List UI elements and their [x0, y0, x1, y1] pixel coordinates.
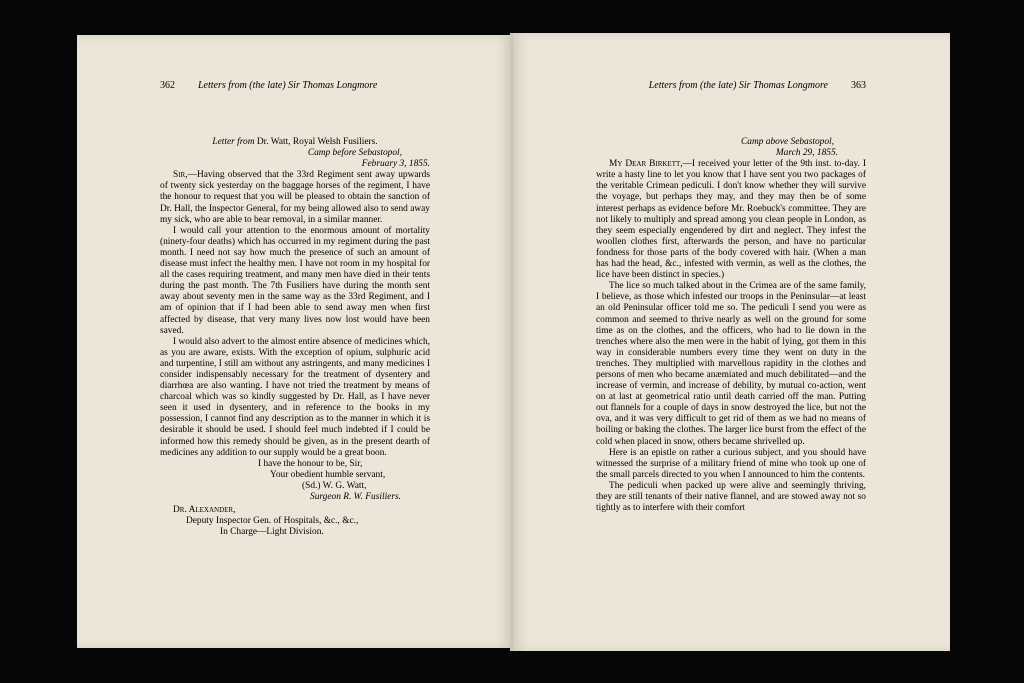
- letter-paragraph: I would also advert to the almost entire absence of medicines which, as you are aware, exists. With the exception of opium, sulphuric acid and turpentine, I still am without any astringents, and many medicines I consider indispensably necessary for the treatment of dysentery and diarrhœa are also wanting. I have not tried the treatment by means of charcoal which was so kindly suggested by Dr. Hall, as I have never seen it used in dysentery, and in reference to the books in my possession, I cannot find any description as to the manner in which it is desirable it should be used. I should feel much indebted if I could be informed how this remedy should be given, as in the present dearth of medicines any addition to our supply would be a great boon.: [160, 336, 430, 458]
- letter-paragraph: The pediculi when packed up were alive and seemingly thriving, they are still tenants of their native flannel, and are stowed away not so tightly as to interfere with their comfort: [596, 480, 866, 514]
- addressee-line: Deputy Inspector Gen. of Hospitals, &c., &c.,: [186, 516, 359, 527]
- right-running-title: Letters from (the late) Sir Thomas Longmore: [648, 80, 828, 91]
- letter-paragraph: The lice so much talked about in the Crimea are of the same family, I believe, as those which infested our troops in the Peninsular—at least an old Peninsular officer told me so. The pediculi I send you were as common and seemed to thrive nearly as well on the ground for some time as on the clothes, and the officers, who had to lie down in the trenches where also the men were in the habit of lying, got them in this way in considerable numbers every time they went on duty in the trenches. They multiplied with marvellous rapidity in the clothes and persons of men who became anæmiated and much debilitated—and the increase of vermin, and increase of debility, by mutual co-action, went on at last at geometrical ratio until death carried off the man. Putting out flannels for a couple of days in snow destroyed the lice, but not the ova, and it was very difficult to get rid of them as we had no means of boiling or baking the clothes. The larger lice burst from the effect of the cold when placed in snow, others became shrivelled up.: [596, 281, 866, 447]
- addressee: Dr. Alexander,: [173, 505, 236, 516]
- left-running-title: Letters from (the late) Sir Thomas Longmore: [198, 80, 378, 91]
- left-page-number: 362: [160, 80, 175, 91]
- addressee-line: In Charge—Light Division.: [220, 527, 324, 538]
- closing-line: I have the honour to be, Sir,: [258, 458, 363, 469]
- letter-heading: Letter from Dr. Watt, Royal Welsh Fusiliers.: [212, 137, 378, 147]
- letter-place: Camp before Sebastopol,: [307, 148, 402, 159]
- letter-place: Camp above Sebastopol,: [741, 137, 834, 147]
- letter-date: February 3, 1855.: [361, 159, 430, 170]
- letter-date: March 29, 1855.: [775, 148, 838, 159]
- closing-line: Your obedient humble servant,: [270, 469, 386, 480]
- left-running-head: [160, 80, 430, 91]
- letter-paragraph: My Dear Birkett,—I received your letter of the 9th inst. to-day. I write a hasty line to let you know that I have sent you two packages of the veritable Crimean pediculi. I don't know whether they will survive the voyage, but perhaps they may, and they may then be of some interest perhaps as evidence before Mr. Roebuck's committee. They are not likely to multiply and spread among you clean people in London, as they seem especially engendered by dirt and neglect. They infest the woollen clothes first, afterwards the person, and have no particular fondness for those parts of the body covered with hair. (When a man has had the head, &c., infested with vermin, as well as the clothes, the lice have been distinct in species.): [596, 159, 866, 281]
- letter-paragraph: I would call your attention to the enormous amount of mortality (ninety-four deaths) which has occurred in my regiment during the past month. I need not say how much the presence of such an amount of disease must infect the healthy men. I have not room in my hospital for all the cases requiring treatment, and many men have died in their tents during the past month. The 7th Fusiliers have during the month sent away about seventy men in the same way as the 33rd Regiment, and I am of opinion that if I had been able to send away men when first affected by disease, that very many lives now lost would have been saved.: [160, 225, 430, 336]
- right-letter-body: [596, 137, 866, 514]
- right-page-number: 363: [851, 80, 866, 91]
- right-running-head: [596, 80, 866, 91]
- letter-paragraph: Here is an epistle on rather a curious subject, and you should have witnessed the surprise of a military friend of mine who took up one of the small parcels directed to you when I announced to him the contents.: [596, 447, 866, 480]
- signature-title: Surgeon R. W. Fusiliers.: [310, 492, 401, 502]
- letter-paragraph: Sir,—Having observed that the 33rd Regiment sent away upwards of twenty sick yesterday on the baggage horses of the regiment, I have the honour to request that you will be pleased to obtain the sanction of Dr. Hall, the Inspector General, for my being allowed also to send away my sick, who are able to bear removal, in a similar manner.: [160, 170, 430, 225]
- left-letter-body: [160, 137, 430, 538]
- signature: (Sd.) W. G. Watt,: [302, 480, 367, 491]
